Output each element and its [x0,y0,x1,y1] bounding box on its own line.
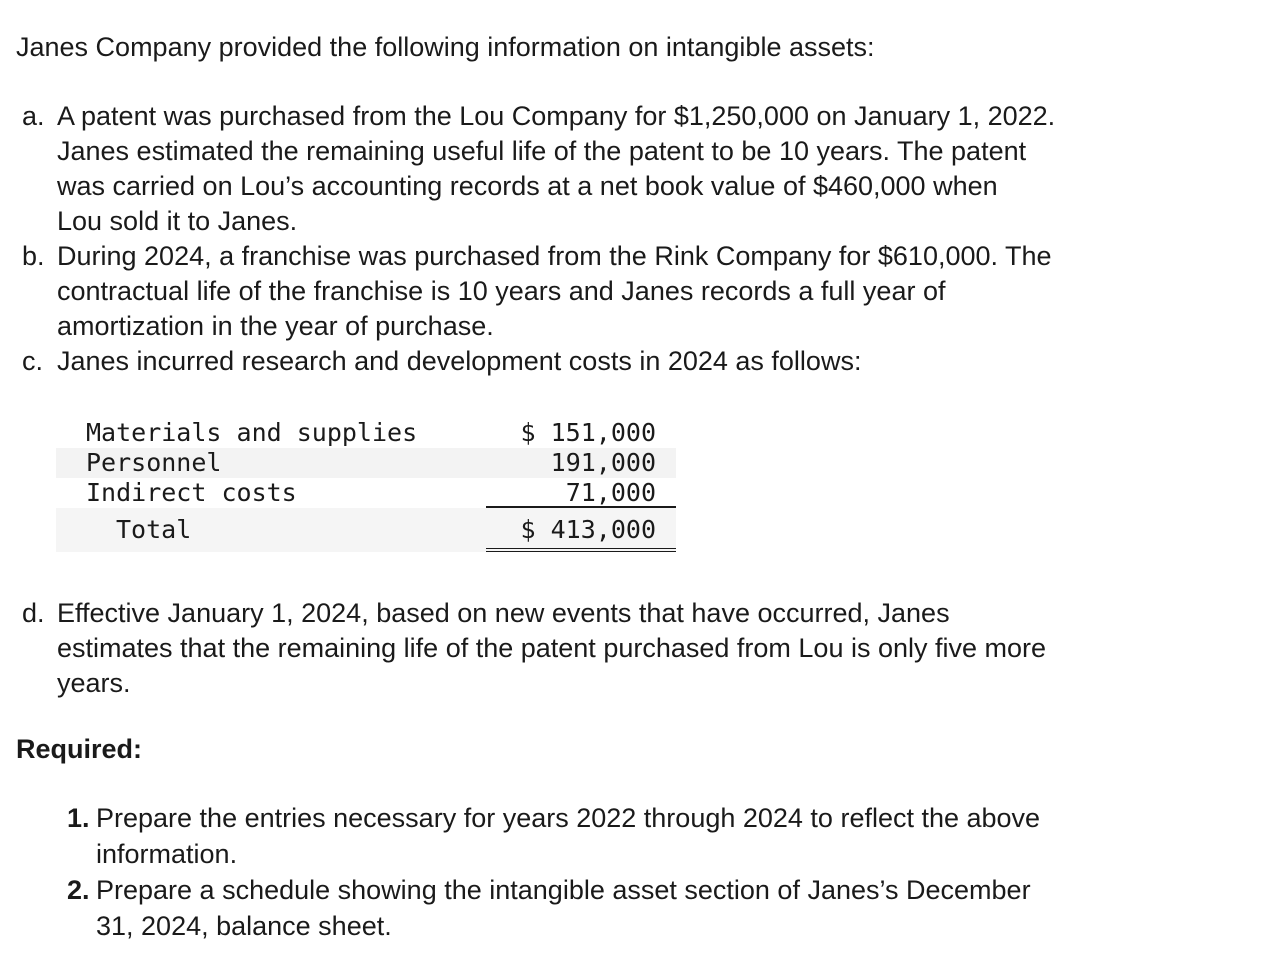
row-amount: 71,000 [565,478,656,507]
required-item-number: 1. [67,803,90,833]
intro-text: Janes Company provided the following information on intangible assets: [16,32,875,62]
list-item-marker: d. [22,598,45,628]
text-line: Prepare a schedule showing the intangible asset section of Janes’s December [96,875,1031,905]
table-total-row [56,508,676,552]
required-item-1 [67,800,1227,872]
row-label: Materials and supplies [86,418,418,447]
list-item-b [22,239,1242,344]
table-row [56,478,676,508]
required-item-text [96,800,1227,872]
total-label: Total [116,515,192,544]
table-row [56,418,676,448]
text-line: estimates that the remaining life of the patent purchased from Lou is only five more [57,633,1047,663]
table-row [56,448,676,478]
row-amount: 191,000 [550,448,656,477]
text-line: During 2024, a franchise was purchased from the Rink Company for $610,000. The [57,241,1052,271]
list-item-c [22,344,1242,379]
rd-cost-table [56,418,676,552]
text-line: 31, 2024, balance sheet. [96,911,392,941]
list-item-d [22,596,1242,701]
amount-cell [486,478,676,508]
text-line: Janes estimated the remaining useful life of the patent to be 10 years. The patent [57,136,1027,166]
text-line: information. [96,839,238,869]
text-line: Effective January 1, 2024, based on new events that have occurred, Janes [57,598,950,628]
amount-cell [486,448,676,478]
total-amount: $ 413,000 [520,515,656,544]
required-heading: Required: [16,734,143,764]
text-line: A patent was purchased from the Lou Company for $1,250,000 on January 1, 2022. [57,101,1056,131]
text-line: contractual life of the franchise is 10 years and Janes records a full year of [57,276,946,306]
text-line: years. [57,668,131,698]
list-item-marker: c. [22,346,44,376]
required-item-number: 2. [67,875,90,905]
amount-cell [486,508,676,552]
text-line: Lou sold it to Janes. [57,206,298,236]
text-line: amortization in the year of purchase. [57,311,494,341]
row-label: Personnel [86,448,222,477]
list-item-text [57,344,1242,379]
amount-cell [486,418,676,448]
text-line: was carried on Lou’s accounting records at a net book value of $460,000 when [57,171,998,201]
required-item-text [96,872,1227,944]
list-item-a [22,99,1242,239]
row-label: Indirect costs [86,478,297,507]
text-line: Janes incurred research and development costs in 2024 as follows: [57,346,862,376]
text-line: Prepare the entries necessary for years 2022 through 2024 to reflect the above [96,803,1041,833]
list-item-text [57,99,1242,239]
list-item-text [57,596,1242,701]
list-item-text [57,239,1242,344]
list-item-marker: a. [22,101,45,131]
row-amount: $ 151,000 [520,418,656,447]
list-item-marker: b. [22,241,45,271]
required-item-2 [67,872,1227,944]
